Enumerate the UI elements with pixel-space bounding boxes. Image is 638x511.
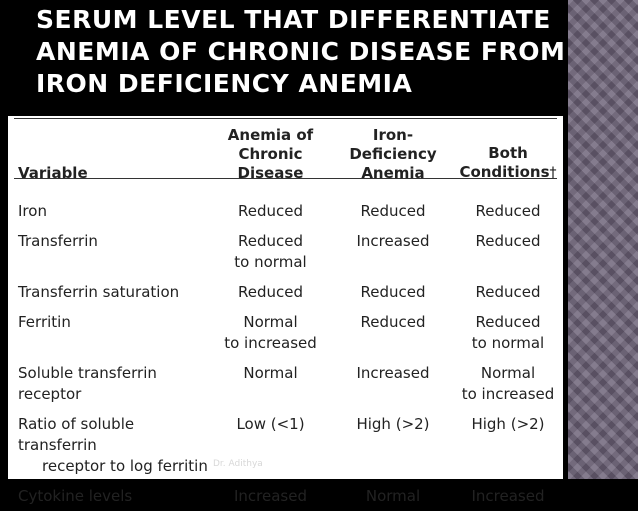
cell-acd: Increased (233, 487, 307, 505)
cell-ida: Increased (356, 364, 430, 382)
cell-ida: High (>2) (356, 415, 430, 433)
comparison-table (8, 126, 563, 511)
cell-ida: Reduced (360, 283, 426, 301)
cell-both: Normal to increased (461, 364, 555, 403)
cell-ida: Reduced (360, 202, 426, 220)
table-row (8, 409, 563, 481)
title-line-1: SERUM LEVEL THAT DIFFERENTIATE (36, 5, 551, 34)
table-header-row (8, 126, 563, 196)
cell-variable: Ferritin (18, 313, 71, 331)
cell-variable: Iron (18, 202, 47, 220)
header-anemia-chronic-disease: Anemia of Chronic Disease (227, 126, 314, 182)
cell-both: Reduced (475, 202, 541, 220)
header-iron-deficiency-anemia: Iron-Deficiency Anemia (349, 126, 437, 182)
cell-variable: Transferrin (18, 232, 98, 250)
comparison-table-image (8, 116, 563, 505)
header-variable: Variable (18, 164, 88, 182)
cell-acd: Normal (243, 364, 298, 382)
table-row (8, 196, 563, 226)
cell-ida: Normal (365, 487, 421, 505)
cell-ida: Increased (356, 232, 430, 250)
cell-ida: Reduced (360, 313, 426, 331)
cell-both: Reduced (475, 232, 541, 250)
table-row (8, 307, 563, 358)
table-row (8, 358, 563, 409)
cell-acd: Reduced to normal (234, 232, 307, 271)
cell-both: Increased (471, 487, 545, 505)
cell-variable: Soluble transferrin receptor (18, 364, 157, 403)
cell-variable: Cytokine levels (18, 487, 133, 505)
watermark-text: Dr. Adithya (213, 459, 263, 469)
slide-title (8, 4, 566, 116)
cell-both: Reduced (475, 283, 541, 301)
cell-acd: Reduced (237, 202, 303, 220)
header-both-conditions: Both Conditions† (459, 144, 557, 181)
table-top-rule (14, 118, 557, 119)
decorative-pattern-panel (568, 0, 638, 479)
dagger-footnote-mark: † (549, 165, 557, 181)
cell-variable: Ratio of soluble transferrin receptor to log ferritin (18, 415, 208, 475)
table-row (8, 481, 563, 511)
table-row (8, 277, 563, 307)
table-row (8, 226, 563, 277)
title-line-2: ANEMIA OF CHRONIC DISEASE FROM (36, 37, 566, 66)
title-line-3: IRON DEFICIENCY ANEMIA (36, 69, 413, 98)
cell-both: High (>2) (471, 415, 545, 433)
cell-both: Reduced to normal (471, 313, 545, 352)
cell-variable: Transferrin saturation (18, 283, 180, 301)
cell-acd: Reduced (237, 283, 303, 301)
cell-acd: Normal to increased (224, 313, 317, 352)
cell-acd: Low (<1) (236, 415, 305, 433)
